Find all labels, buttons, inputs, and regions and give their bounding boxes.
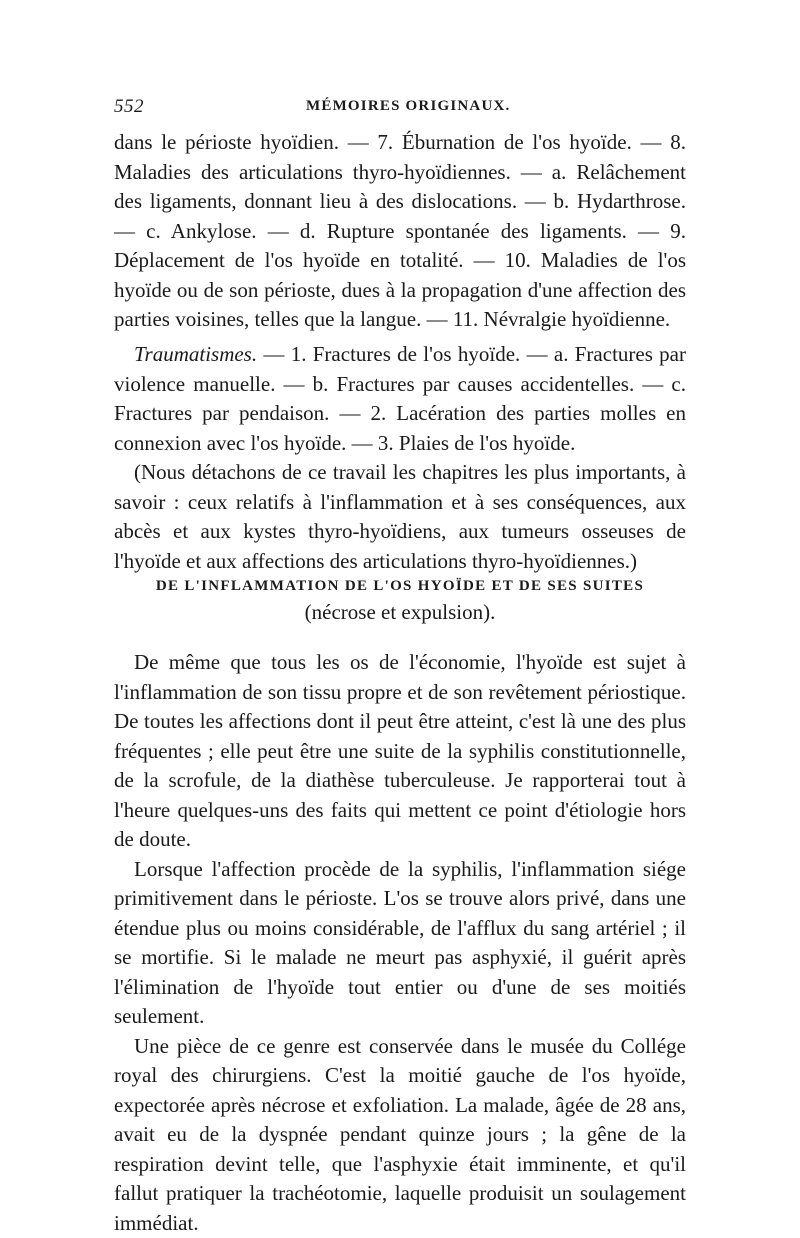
section-heading: DE L'INFLAMMATION DE L'OS HYOÏDE ET DE SES SUITES xyxy=(114,578,686,595)
paragraph-inflammation-intro: De même que tous les os de l'économie, l'hyoïde est sujet à l'inflammation de son tissu propre et de son revêtement périostique. De toutes les affections dont il peut être atteint, c'est là une des plus fréquentes ; elle peut être une suite de la syphilis constitutionnelle, de la scrofule, de la diathèse tuberculeuse. Je rapporterai tout à l'heure quelques-uns des faits qui mettent ce point d'étiologie hors de doute. xyxy=(114,648,686,855)
paragraph-musee-college: Une pièce de ce genre est conservée dans le musée du Collége royal des chirurgiens. C'est la moitié gauche de l'os hyoïde, expectorée après nécrose et exfoliation. La malade, âgée de 28 ans, avait eu de la dyspnée pendant quinze jours ; la gêne de la respiration devint telle, que l'asphyxie était imminente, et qu'il fallut pratiquer la trachéotomie, laquelle produisit un soulagement immédiat. xyxy=(114,1032,686,1238)
paragraph-traumatismes xyxy=(114,340,686,458)
paragraph-maladies-list: dans le périoste hyoïdien. — 7. Éburnation de l'os hyoïde. — 8. Maladies des articulations thyro-hyoïdiennes. — a. Relâchement des ligaments, donnant lieu à des dislocations. — b. Hydarthrose. — c. Ankylose. — d. Rupture spontanée des ligaments. — 9. Déplacement de l'os hyoïde en totalité. — 10. Maladies de l'os hyoïde ou de son périoste, dues à la propagation d'une affection des parties voisines, telles que la langue. — 11. Névralgie hyoïdienne. xyxy=(114,128,686,335)
paragraph-syphilis: Lorsque l'affection procède de la syphilis, l'inflammation siége primitivement dans le périoste. L'os se trouve alors privé, dans une étendue plus ou moins considérable, de l'afflux du sang artériel ; il se mortifie. Si le malade ne meurt pas asphyxié, il guérit après l'élimination de l'hyoïde tout entier ou d'une de ses moitiés seulement. xyxy=(114,855,686,1032)
section-subheading: (nécrose et expulsion). xyxy=(114,600,686,625)
traumatismes-body: — 1. Fractures de l'os hyoïde. — a. Fractures par violence manuelle. — b. Fractures par causes accidentelles. — c. Fractures par pendaison. — 2. Lacération des parties molles en connexion avec l'os hyoïde. — 3. Plaies de l'os hyoïde. xyxy=(114,342,686,455)
text-block-traumatismes xyxy=(114,340,686,576)
paragraph-editorial-note: (Nous détachons de ce travail les chapitres les plus importants, à savoir : ceux relatifs à l'inflammation et à ses conséquences, aux abcès et aux kystes thyro-hyoïdiens, aux tumeurs osseuses de l'hyoïde et aux affections des articulations thyro-hyoïdiennes.) xyxy=(114,458,686,576)
book-page xyxy=(114,0,686,1215)
running-head xyxy=(114,96,686,122)
text-block-enumeration xyxy=(114,128,686,335)
page-number: 552 xyxy=(114,96,144,118)
text-block-inflammation xyxy=(114,648,686,1238)
traumatismes-lead: Traumatismes. xyxy=(134,342,257,366)
running-title: MÉMOIRES ORIGINAUX. xyxy=(306,98,510,115)
